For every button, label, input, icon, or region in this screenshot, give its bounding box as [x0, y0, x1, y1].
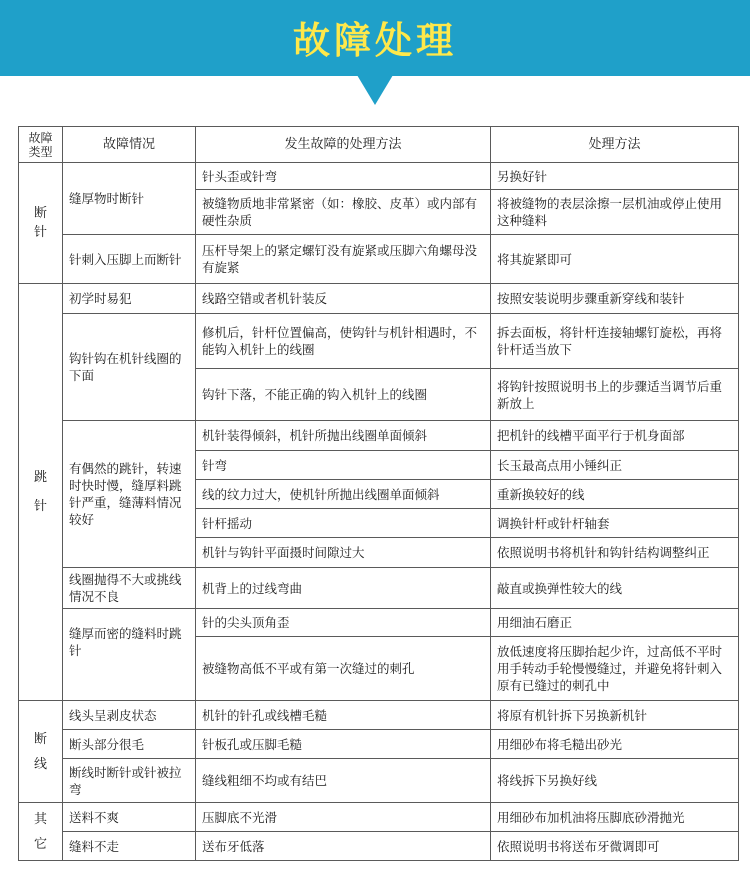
fault-cause-cell: 针板孔或压脚毛糙	[196, 730, 491, 759]
fault-situation-cell: 钩针钩在机针线圈的下面	[63, 314, 196, 421]
solution-cell: 依照说明书将送布牙微调即可	[491, 832, 739, 861]
fault-type-char: 断	[33, 206, 47, 221]
header-solution: 处理方法	[491, 127, 739, 163]
fault-type-cell	[19, 701, 63, 803]
solution-cell: 把机针的线槽平面平行于机身面部	[491, 421, 739, 451]
fault-table	[18, 126, 739, 861]
fault-cause-cell: 送布牙低落	[196, 832, 491, 861]
table-header-row	[19, 127, 739, 163]
fault-situation-cell: 线圈抛得不大或挑线情况不良	[63, 568, 196, 609]
fault-type-cell	[19, 803, 63, 861]
header-fault-type	[19, 127, 63, 163]
fault-situation-cell: 送料不爽	[63, 803, 196, 832]
table-row	[19, 235, 739, 284]
fault-type-char: 断	[33, 731, 47, 747]
fault-cause-cell: 机背上的过线弯曲	[196, 568, 491, 609]
fault-cause-cell: 机针与钩针平面摄时间隙过大	[196, 538, 491, 568]
fault-cause-cell: 被缝物质地非常紧密（如：橡胶、皮革）或内部有硬性杂质	[196, 190, 491, 235]
fault-situation-cell: 断头部分很毛	[63, 730, 196, 759]
fault-cause-cell: 针杆摇动	[196, 509, 491, 538]
fault-type-cell	[19, 163, 63, 284]
table-row	[19, 314, 739, 369]
solution-cell: 调换针杆或针杆轴套	[491, 509, 739, 538]
fault-cause-cell: 压脚底不光滑	[196, 803, 491, 832]
fault-cause-cell: 压杆导架上的紧定螺钉没有旋紧或压脚六角螺母没有旋紧	[196, 235, 491, 284]
table-row	[19, 701, 739, 730]
table-row	[19, 568, 739, 609]
solution-cell: 将钩针按照说明书上的步骤适当调节后重新放上	[491, 369, 739, 421]
table-row	[19, 832, 739, 861]
fault-situation-cell: 缝厚物时断针	[63, 163, 196, 235]
solution-cell: 重新换较好的线	[491, 480, 739, 509]
solution-cell: 另换好针	[491, 163, 739, 190]
fault-cause-cell: 线的纹力过大，使机针所抛出线圈单面倾斜	[196, 480, 491, 509]
banner-pointer-arrow	[357, 75, 393, 105]
fault-situation-cell: 针刺入压脚上而断针	[63, 235, 196, 284]
solution-cell: 将其旋紧即可	[491, 235, 739, 284]
fault-type-char: 线	[33, 756, 47, 772]
fault-type-char: 它	[33, 836, 47, 852]
table-row	[19, 730, 739, 759]
fault-situation-cell: 初学时易犯	[63, 284, 196, 314]
page-title: 故障处理	[293, 19, 457, 62]
header-fault-cause: 发生故障的处理方法	[196, 127, 491, 163]
fault-type-char: 针	[33, 499, 47, 514]
solution-cell: 用细油石磨正	[491, 609, 739, 637]
table-row	[19, 759, 739, 803]
header-fault-type-line: 类型	[28, 144, 53, 159]
fault-table-wrapper	[18, 126, 739, 861]
solution-cell: 按照安装说明步骤重新穿线和装针	[491, 284, 739, 314]
fault-situation-cell: 有偶然的跳针，转速时快时慢，缝厚料跳针严重，缝薄料情况较好	[63, 421, 196, 568]
solution-cell: 长玉最高点用小锤纠正	[491, 451, 739, 480]
fault-situation-cell: 缝料不走	[63, 832, 196, 861]
solution-cell: 用细砂布将毛糙出砂光	[491, 730, 739, 759]
solution-cell: 将原有机针拆下另换新机针	[491, 701, 739, 730]
fault-situation-cell: 线头呈剥皮状态	[63, 701, 196, 730]
fault-situation-cell: 缝厚而密的缝料时跳针	[63, 609, 196, 701]
fault-cause-cell: 缝线粗细不均或有结巴	[196, 759, 491, 803]
table-row	[19, 609, 739, 637]
fault-type-char: 其	[33, 811, 47, 827]
solution-cell: 拆去面板，将针杆连接轴螺钉旋松，再将针杆适当放下	[491, 314, 739, 369]
fault-type-cell	[19, 284, 63, 701]
fault-cause-cell: 线路空错或者机针装反	[196, 284, 491, 314]
table-row	[19, 284, 739, 314]
table-row	[19, 421, 739, 451]
solution-cell: 放低速度将压脚抬起少许，过高低不平时用手转动手轮慢慢缝过，并避免将针刺入原有已缝过的刺孔中	[491, 637, 739, 701]
fault-cause-cell: 机针的针孔或线槽毛糙	[196, 701, 491, 730]
fault-cause-cell: 机针装得倾斜，机针所抛出线圈单面倾斜	[196, 421, 491, 451]
fault-cause-cell: 针头歪或针弯	[196, 163, 491, 190]
fault-cause-cell: 钩针下落，不能正确的钩入机针上的线圈	[196, 369, 491, 421]
solution-cell: 敲直或换弹性较大的线	[491, 568, 739, 609]
fault-situation-cell: 断线时断针或针被拉弯	[63, 759, 196, 803]
table-row	[19, 163, 739, 190]
table-row	[19, 803, 739, 832]
fault-cause-cell: 针的尖头顶角歪	[196, 609, 491, 637]
header-fault-situation: 故障情况	[63, 127, 196, 163]
solution-cell: 依照说明书将机针和钩针结构调整纠正	[491, 538, 739, 568]
solution-cell: 将线拆下另换好线	[491, 759, 739, 803]
header-fault-type-line: 故障	[28, 130, 53, 145]
solution-cell: 将被缝物的表层涂擦一层机油或停止使用这种缝料	[491, 190, 739, 235]
fault-cause-cell: 修机后，针杆位置偏高，使钩针与机针相遇时，不能钩入机针上的线圈	[196, 314, 491, 369]
solution-cell: 用细砂布加机油将压脚底砂滑抛光	[491, 803, 739, 832]
fault-cause-cell: 针弯	[196, 451, 491, 480]
fault-type-char: 跳	[33, 470, 47, 485]
fault-type-char: 针	[33, 225, 47, 240]
fault-cause-cell: 被缝物高低不平或有第一次缝过的刺孔	[196, 637, 491, 701]
